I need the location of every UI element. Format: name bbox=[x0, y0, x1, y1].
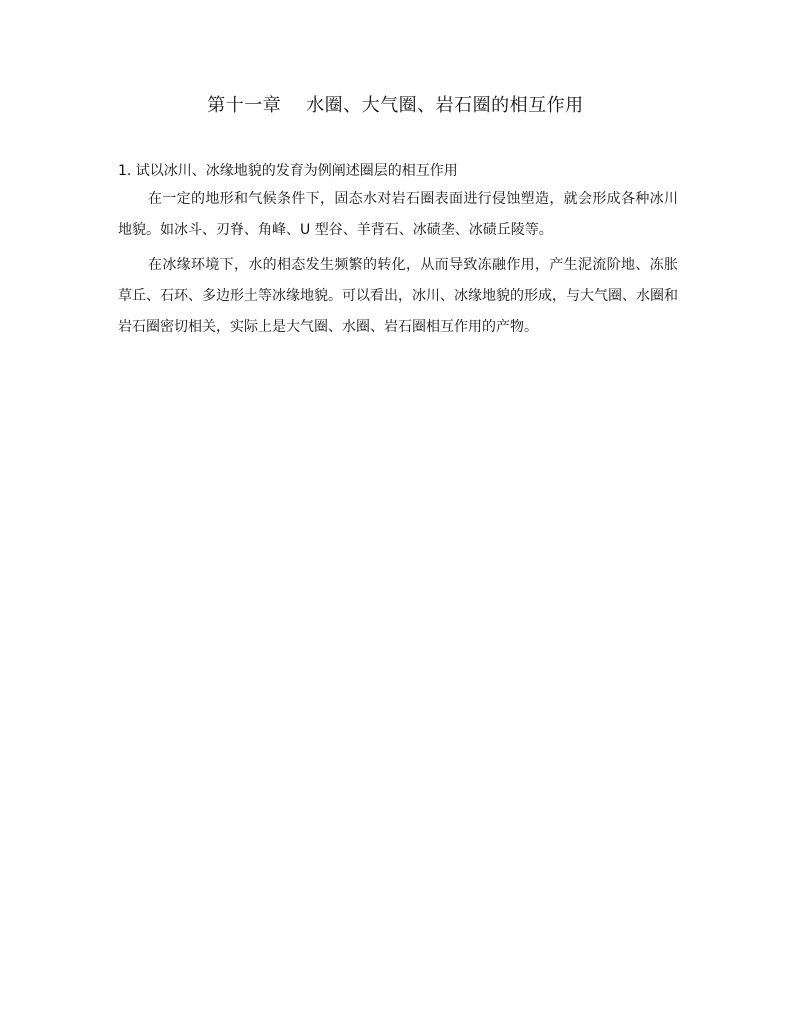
question-heading: 1. 试以冰川、冰缘地貌的发育为例阐述圈层的相互作用 bbox=[118, 163, 458, 179]
paragraph: 在一定的地形和气候条件下，固态水对岩石圈表面进行侵蚀塑造，就会形成各种冰川地貌。如冰斗、刃脊、角峰、U 型谷、羊背石、冰碛垄、冰碛丘陵等。 bbox=[118, 191, 678, 238]
chapter-title: 第十一章 水圈、大气圈、岩石圈的相互作用 bbox=[207, 95, 584, 116]
paragraph: 在冰缘环境下，水的相态发生频繁的转化，从而导致冻融作用，产生泥流阶地、冻胀草丘、石环、多边形土等冰缘地貌。可以看出，冰川、冰缘地貌的形成，与大气圈、水圈和岩石圈密切相关，实际上是大气圈、水圈、岩石圈相互作用的产物。 bbox=[118, 257, 678, 335]
